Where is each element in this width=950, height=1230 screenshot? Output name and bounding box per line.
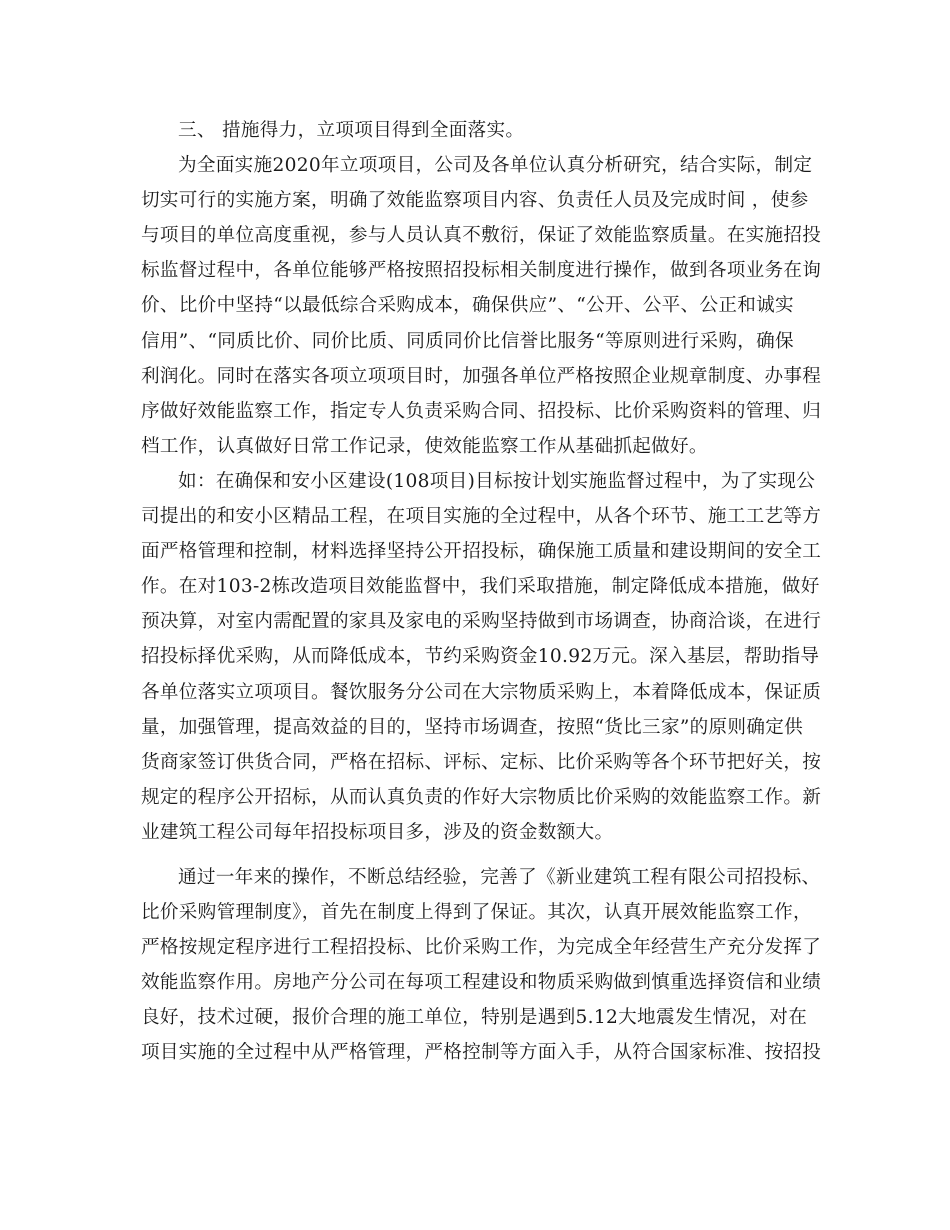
paragraph-line: 作。在对103-2栋改造项目效能监督中，我们采取措施，制定降低成本措施，做好 xyxy=(141,576,820,598)
paragraph-line: 序做好效能监察工作，指定专人负责采购合同、招投标、比价采购资料的管理、归 xyxy=(141,400,822,422)
section-heading: 三、 措施得力，立项项目得到全面落实。 xyxy=(178,120,525,141)
paragraph-line: 项目实施的全过程中从严格管理，严格控制等方面入手，从符合国家标准、按招投 xyxy=(141,1042,822,1064)
paragraph-line: 良好，技术过硬，报价合理的施工单位，特别是遇到5.12大地震发生情况，对在 xyxy=(141,1007,808,1029)
paragraph-line: 效能监察作用。房地产分公司在每项工程建设和物质采购做到慎重选择资信和业绩 xyxy=(141,972,822,994)
paragraph-line: 与项目的单位高度重视，参与人员认真不敷衍，保证了效能监察质量。在实施招投 xyxy=(141,225,822,247)
paragraph-line: 档工作，认真做好日常工作记录，使效能监察工作从基础抓起做好。 xyxy=(141,435,708,457)
paragraph-line: 信用”、“同质比价、同价比质、同质同价比信誉比服务“等原则进行采购，确保 xyxy=(141,330,794,352)
paragraph-line: 业建筑工程公司每年招投标项目多，涉及的资金数额大。 xyxy=(141,821,614,843)
paragraph-line: 通过一年来的操作，不断总结经验，完善了《新业建筑工程有限公司招投标、 xyxy=(178,866,821,888)
paragraph-line: 为全面实施2020年立项项目，公司及各单位认真分析研究，结合实际，制定 xyxy=(178,155,813,177)
paragraph-3 xyxy=(141,860,822,1071)
paragraph-line: 各单位落实立项项目。餐饮服务分公司在大宗物质采购上，本着降低成本，保证质 xyxy=(141,681,822,703)
paragraph-line: 面严格管理和控制，材料选择坚持公开招投标，确保施工质量和建设期间的安全工 xyxy=(141,541,822,563)
document-body xyxy=(141,113,822,1071)
paragraph-line: 利润化。同时在落实各项立项项目时，加强各单位严格按照企业规章制度、办事程 xyxy=(141,365,822,387)
paragraph-line: 标监督过程中，各单位能够严格按照招投标相关制度进行操作，做到各项业务在询 xyxy=(141,260,822,282)
paragraph-line: 如：在确保和安小区建设(108项目)目标按计划实施监督过程中，为了实现公 xyxy=(178,470,816,492)
paragraph-line: 货商家签订供货合同，严格在招标、评标、定标、比价采购等各个环节把好关，按 xyxy=(141,751,822,773)
paragraph-2 xyxy=(141,464,822,850)
paragraph-line: 切实可行的实施方案，明确了效能监察项目内容、负责任人员及完成时间 ，使参 xyxy=(141,190,809,212)
paragraph-line: 招投标择优采购，从而降低成本，节约采购资金10.92万元。深入基层，帮助指导 xyxy=(141,646,820,668)
paragraph-line: 比价采购管理制度》，首先在制度上得到了保证。其次，认真开展效能监察工作， xyxy=(141,902,812,924)
paragraph-line: 量，加强管理，提高效益的目的，坚持市场调查，按照“货比三家”的原则确定供 xyxy=(141,716,803,738)
paragraph-line: 价、比价中坚持“以最低综合采购成本，确保供应”、“公开、公平、公正和诚实 xyxy=(141,295,794,317)
paragraph-line: 规定的程序公开招标，从而认真负责的作好大宗物质比价采购的效能监察工作。新 xyxy=(141,786,822,808)
paragraph-line: 预决算，对室内需配置的家具及家电的采购坚持做到市场调查，协商洽谈，在进行 xyxy=(141,611,822,633)
paragraph-line: 司提出的和安小区精品工程，在项目实施的全过程中，从各个环节、施工工艺等方 xyxy=(141,506,822,528)
paragraph-1 xyxy=(141,148,822,464)
paragraph-line: 严格按规定程序进行工程招投标、比价采购工作，为完成全年经营生产充分发挥了 xyxy=(141,937,822,959)
